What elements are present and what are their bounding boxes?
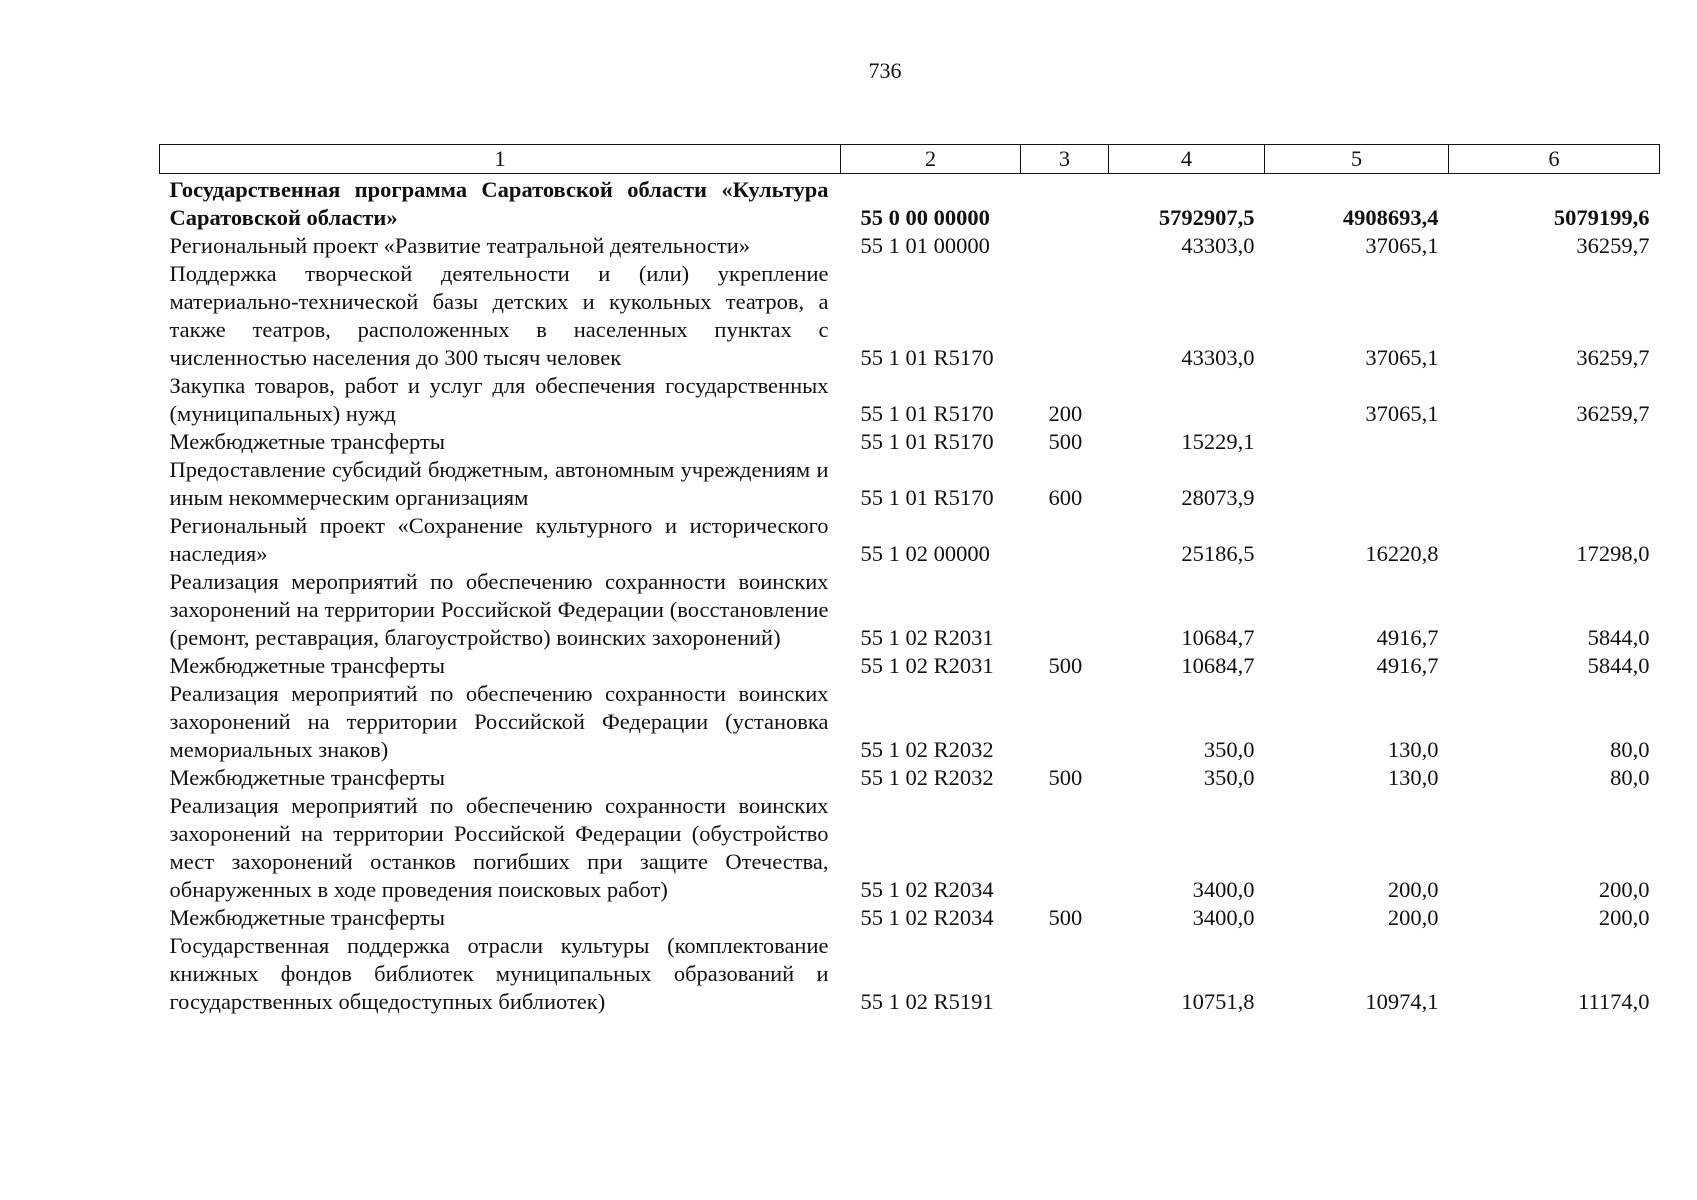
row-value-3-cell: 5079199,6 bbox=[1553, 205, 1650, 230]
row-value-1-cell: 43303,0 bbox=[1181, 345, 1255, 370]
row-expense-type-cell: 600 bbox=[1048, 485, 1083, 510]
table-row bbox=[160, 428, 1660, 456]
row-value-2-cell: 4908693,4 bbox=[1342, 205, 1439, 230]
table-body bbox=[160, 174, 1660, 1017]
row-code-cell: 55 1 02 R2031 bbox=[860, 625, 994, 650]
row-name-cell: Государственная программа Саратовской области «Культура Саратовской области» bbox=[169, 177, 829, 230]
column-header: 6 bbox=[1449, 145, 1660, 174]
table-row bbox=[160, 792, 1660, 904]
row-expense-type-cell bbox=[1021, 680, 1109, 764]
row-code-cell: 55 1 01 R5170 bbox=[860, 485, 994, 510]
row-name-cell: Региональный проект «Развитие театральной деятельности» bbox=[169, 233, 750, 258]
row-expense-type-cell bbox=[1021, 260, 1109, 372]
row-value-1-cell: 10751,8 bbox=[1181, 989, 1255, 1014]
row-name-cell: Межбюджетные трансферты bbox=[169, 653, 445, 678]
row-name-cell: Межбюджетные трансферты bbox=[169, 429, 445, 454]
row-value-3-cell bbox=[1449, 428, 1660, 456]
row-value-1-cell bbox=[1109, 372, 1265, 428]
row-expense-type-cell: 500 bbox=[1048, 653, 1083, 678]
row-code-cell: 55 1 02 R2031 bbox=[860, 653, 994, 678]
row-value-3-cell: 36259,7 bbox=[1576, 345, 1650, 370]
row-name-cell: Межбюджетные трансферты bbox=[169, 765, 445, 790]
row-expense-type-cell bbox=[1021, 932, 1109, 1016]
row-name-cell: Предоставление субсидий бюджетным, автономным учреждениям и иным некоммерческим организациям bbox=[169, 457, 829, 510]
row-code-cell: 55 1 02 R2034 bbox=[860, 877, 994, 902]
row-value-1-cell: 15229,1 bbox=[1181, 429, 1255, 454]
row-value-2-cell: 37065,1 bbox=[1365, 401, 1439, 426]
table-row bbox=[160, 456, 1660, 512]
row-value-2-cell: 37065,1 bbox=[1365, 345, 1439, 370]
row-code-cell: 55 1 01 R5170 bbox=[860, 345, 994, 370]
row-value-3-cell: 36259,7 bbox=[1576, 233, 1650, 258]
row-expense-type-cell bbox=[1021, 232, 1109, 260]
row-code-cell: 55 1 02 R2032 bbox=[860, 737, 994, 762]
row-value-2-cell: 130,0 bbox=[1387, 765, 1439, 790]
row-value-1-cell: 10684,7 bbox=[1181, 625, 1255, 650]
table-row bbox=[160, 932, 1660, 1016]
row-name-cell: Закупка товаров, работ и услуг для обеспечения государственных (муниципальных) нужд bbox=[169, 373, 829, 426]
row-value-2-cell: 10974,1 bbox=[1365, 989, 1439, 1014]
table-row bbox=[160, 372, 1660, 428]
row-value-3-cell: 17298,0 bbox=[1576, 541, 1650, 566]
row-expense-type-cell bbox=[1021, 512, 1109, 568]
row-name-cell: Реализация мероприятий по обеспечению сохранности воинских захоронений на территории Российской Федерации (обустройство мест захоронений останков погибших при защите Отечества, обнаруженных в ходе проведения поисковых работ) bbox=[169, 793, 829, 902]
column-header: 1 bbox=[160, 145, 841, 174]
column-header: 2 bbox=[841, 145, 1021, 174]
row-value-1-cell: 5792907,5 bbox=[1158, 205, 1255, 230]
row-value-3-cell: 200,0 bbox=[1598, 877, 1650, 902]
row-expense-type-cell bbox=[1021, 792, 1109, 904]
row-value-1-cell: 350,0 bbox=[1203, 737, 1255, 762]
row-value-3-cell bbox=[1449, 456, 1660, 512]
column-header: 4 bbox=[1109, 145, 1265, 174]
row-value-1-cell: 10684,7 bbox=[1181, 653, 1255, 678]
row-code-cell: 55 1 01 R5170 bbox=[860, 401, 994, 426]
row-value-2-cell: 200,0 bbox=[1387, 877, 1439, 902]
row-expense-type-cell bbox=[1021, 174, 1109, 233]
row-value-3-cell: 36259,7 bbox=[1576, 401, 1650, 426]
table-row bbox=[160, 568, 1660, 652]
table-row bbox=[160, 232, 1660, 260]
row-code-cell: 55 1 01 00000 bbox=[860, 233, 990, 258]
row-expense-type-cell: 200 bbox=[1048, 401, 1083, 426]
row-value-1-cell: 43303,0 bbox=[1181, 233, 1255, 258]
column-header: 5 bbox=[1265, 145, 1449, 174]
row-value-1-cell: 28073,9 bbox=[1181, 485, 1255, 510]
row-value-3-cell: 5844,0 bbox=[1587, 625, 1650, 650]
row-value-2-cell: 200,0 bbox=[1387, 905, 1439, 930]
row-expense-type-cell: 500 bbox=[1048, 429, 1083, 454]
row-name-cell: Межбюджетные трансферты bbox=[169, 905, 445, 930]
row-value-2-cell: 16220,8 bbox=[1365, 541, 1439, 566]
row-value-3-cell: 11174,0 bbox=[1578, 989, 1650, 1014]
table-row bbox=[160, 512, 1660, 568]
row-name-cell: Реализация мероприятий по обеспечению сохранности воинских захоронений на территории Российской Федерации (восстановление (ремонт, реставрация, благоустройство) воинских захоронений) bbox=[169, 569, 829, 650]
row-code-cell: 55 1 02 R2032 bbox=[860, 765, 994, 790]
row-value-3-cell: 80,0 bbox=[1610, 737, 1650, 762]
row-expense-type-cell: 500 bbox=[1048, 905, 1083, 930]
row-expense-type-cell: 500 bbox=[1048, 765, 1083, 790]
row-value-1-cell: 25186,5 bbox=[1181, 541, 1255, 566]
row-value-2-cell: 4916,7 bbox=[1376, 653, 1439, 678]
table-header-row bbox=[160, 145, 1660, 174]
row-name-cell: Поддержка творческой деятельности и (или) укрепление материально-технической базы детских и кукольных театров, а также театров, расположенных в населенных пунктах с численностью населения до 300 тысяч человек bbox=[169, 261, 829, 370]
row-value-1-cell: 3400,0 bbox=[1192, 905, 1255, 930]
table-row bbox=[160, 680, 1660, 764]
row-code-cell: 55 1 01 R5170 bbox=[860, 429, 994, 454]
column-header: 3 bbox=[1021, 145, 1109, 174]
page-number: 736 bbox=[868, 58, 902, 83]
row-code-cell: 55 1 02 00000 bbox=[860, 541, 990, 566]
row-value-3-cell: 80,0 bbox=[1610, 765, 1650, 790]
row-name-cell: Региональный проект «Сохранение культурного и исторического наследия» bbox=[169, 513, 829, 566]
row-value-1-cell: 3400,0 bbox=[1192, 877, 1255, 902]
row-name-cell: Государственная поддержка отрасли культуры (комплектование книжных фондов библиотек муниципальных образований и государственных общедоступных библиотек) bbox=[169, 933, 829, 1014]
table-row bbox=[160, 764, 1660, 792]
row-value-1-cell: 350,0 bbox=[1203, 765, 1255, 790]
table-row bbox=[160, 260, 1660, 372]
row-value-2-cell bbox=[1265, 428, 1449, 456]
table-row bbox=[160, 174, 1660, 233]
row-name-cell: Реализация мероприятий по обеспечению сохранности воинских захоронений на территории Российской Федерации (установка мемориальных знаков) bbox=[169, 681, 829, 762]
budget-table bbox=[159, 144, 1660, 1016]
row-value-3-cell: 5844,0 bbox=[1587, 653, 1650, 678]
row-code-cell: 55 1 02 R5191 bbox=[860, 989, 994, 1014]
row-value-3-cell: 200,0 bbox=[1598, 905, 1650, 930]
row-value-2-cell: 130,0 bbox=[1387, 737, 1439, 762]
row-value-2-cell: 4916,7 bbox=[1376, 625, 1439, 650]
row-expense-type-cell bbox=[1021, 568, 1109, 652]
table-row bbox=[160, 904, 1660, 932]
table-row bbox=[160, 652, 1660, 680]
row-value-2-cell bbox=[1265, 456, 1449, 512]
row-code-cell: 55 0 00 00000 bbox=[860, 205, 990, 230]
row-code-cell: 55 1 02 R2034 bbox=[860, 905, 994, 930]
row-value-2-cell: 37065,1 bbox=[1365, 233, 1439, 258]
